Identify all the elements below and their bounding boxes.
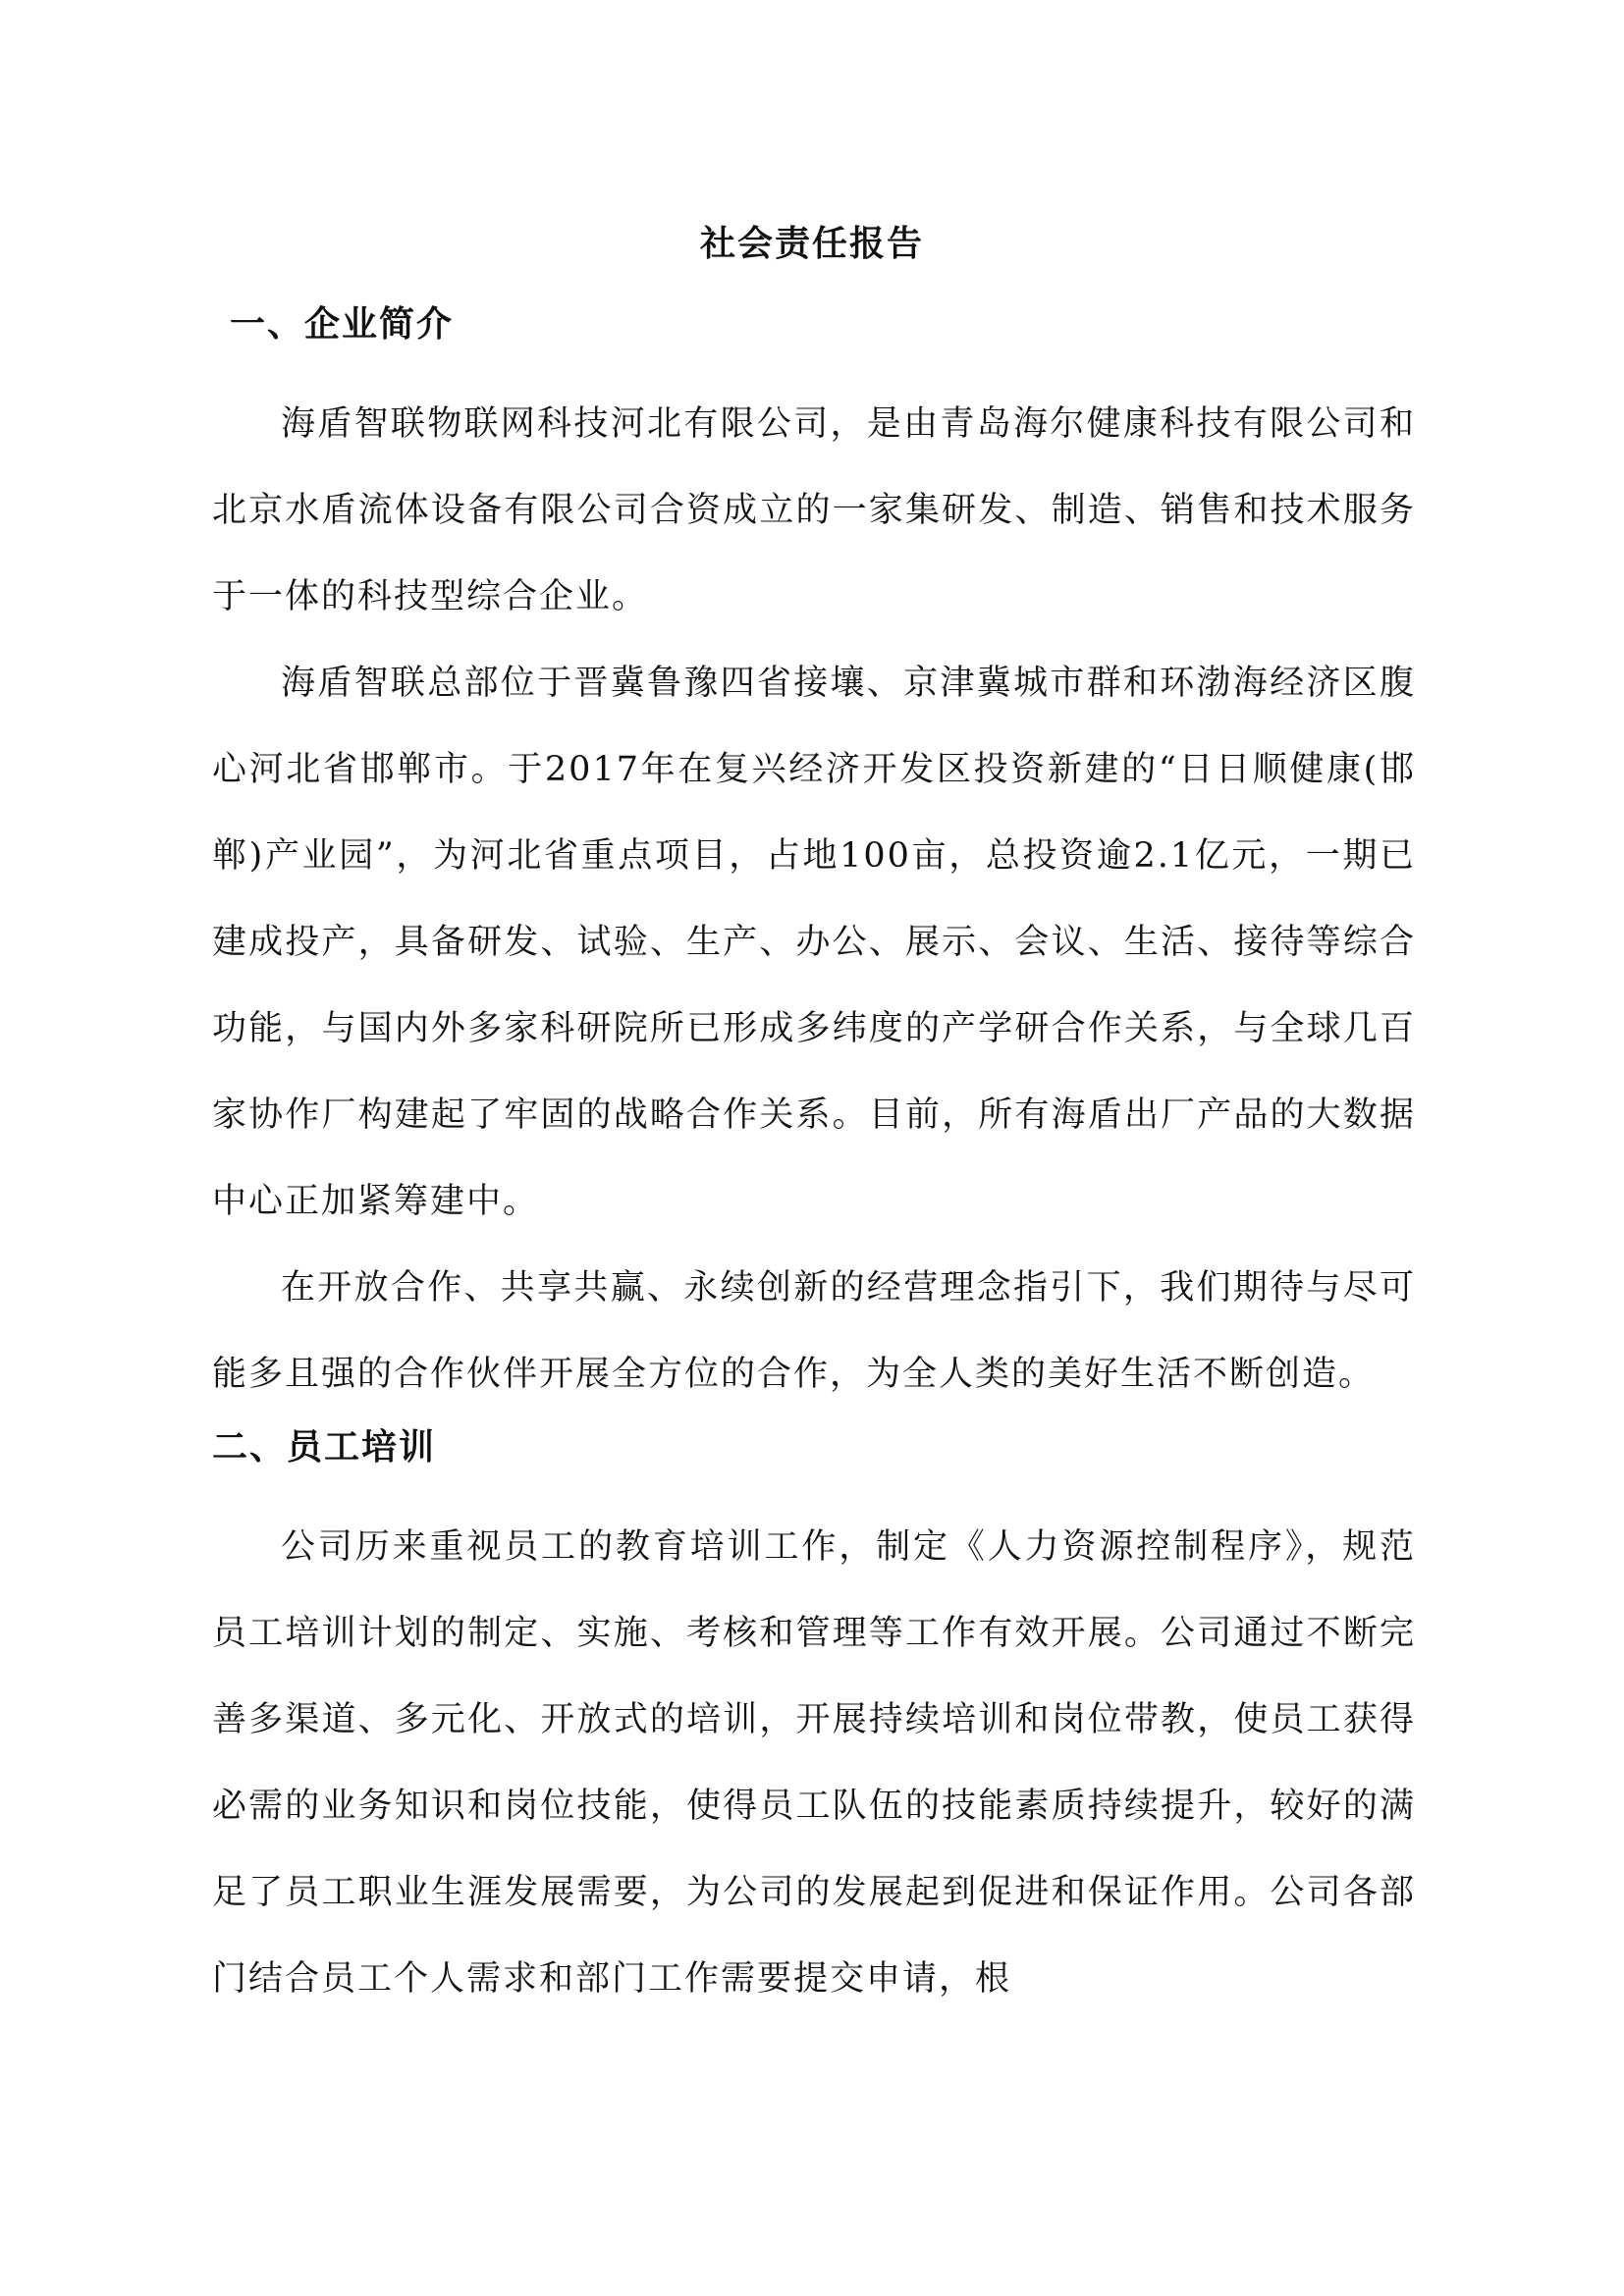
section-heading: 二、员工培训 bbox=[212, 1426, 437, 1468]
paragraph: 公司历来重视员工的教育培训工作，制定《人力资源控制程序》，规范员工培训计划的制定、实施、考核和管理等工作有效开展。公司通过不断完善多渠道、多元化、开放式的培训，开展持续培训和岗位带教，使员工获得必需的业务知识和岗位技能，使得员工队伍的技能素质持续提升，较好的满足了员工职业生涯发展需要，为公司的发展起到促进和保证作用。公司各部门结合员工个人需求和部门工作需要提交申请，根 bbox=[212, 1527, 1416, 1999]
section-company-profile bbox=[212, 294, 1416, 1417]
section-heading: 一、企业简介 bbox=[230, 303, 455, 345]
document-body bbox=[212, 294, 1416, 2022]
section-employee-training bbox=[212, 1417, 1416, 2022]
paragraph: 海盾智联总部位于晋冀鲁豫四省接壤、京津冀城市群和环渤海经济区腹心河北省邯郸市。于2017年在复兴经济开发区投资新建的“日日顺健康(邯郸)产业园”，为河北省重点项目，占地100亩，总投资逾2.1亿元，一期已建成投产，具备研发、试验、生产、办公、展示、会议、生活、接待等综合功能，与国内外多家科研院所已形成多纬度的产学研合作关系，与全球几百家协作厂构建起了牢固的战略合作关系。目前，所有海盾出厂产品的大数据中心正加紧筹建中。 bbox=[212, 664, 1416, 1221]
paragraph: 在开放合作、共享共赢、永续创新的经营理念指引下，我们期待与尽可能多且强的合作伙伴开展全方位的合作，为全人类的美好生活不断创造。 bbox=[212, 1268, 1416, 1394]
document-title: 社会责任报告 bbox=[699, 223, 924, 264]
paragraph: 海盾智联物联网科技河北有限公司，是由青岛海尔健康科技有限公司和北京水盾流体设备有限公司合资成立的一家集研发、制造、销售和技术服务于一体的科技型综合企业。 bbox=[212, 404, 1416, 616]
